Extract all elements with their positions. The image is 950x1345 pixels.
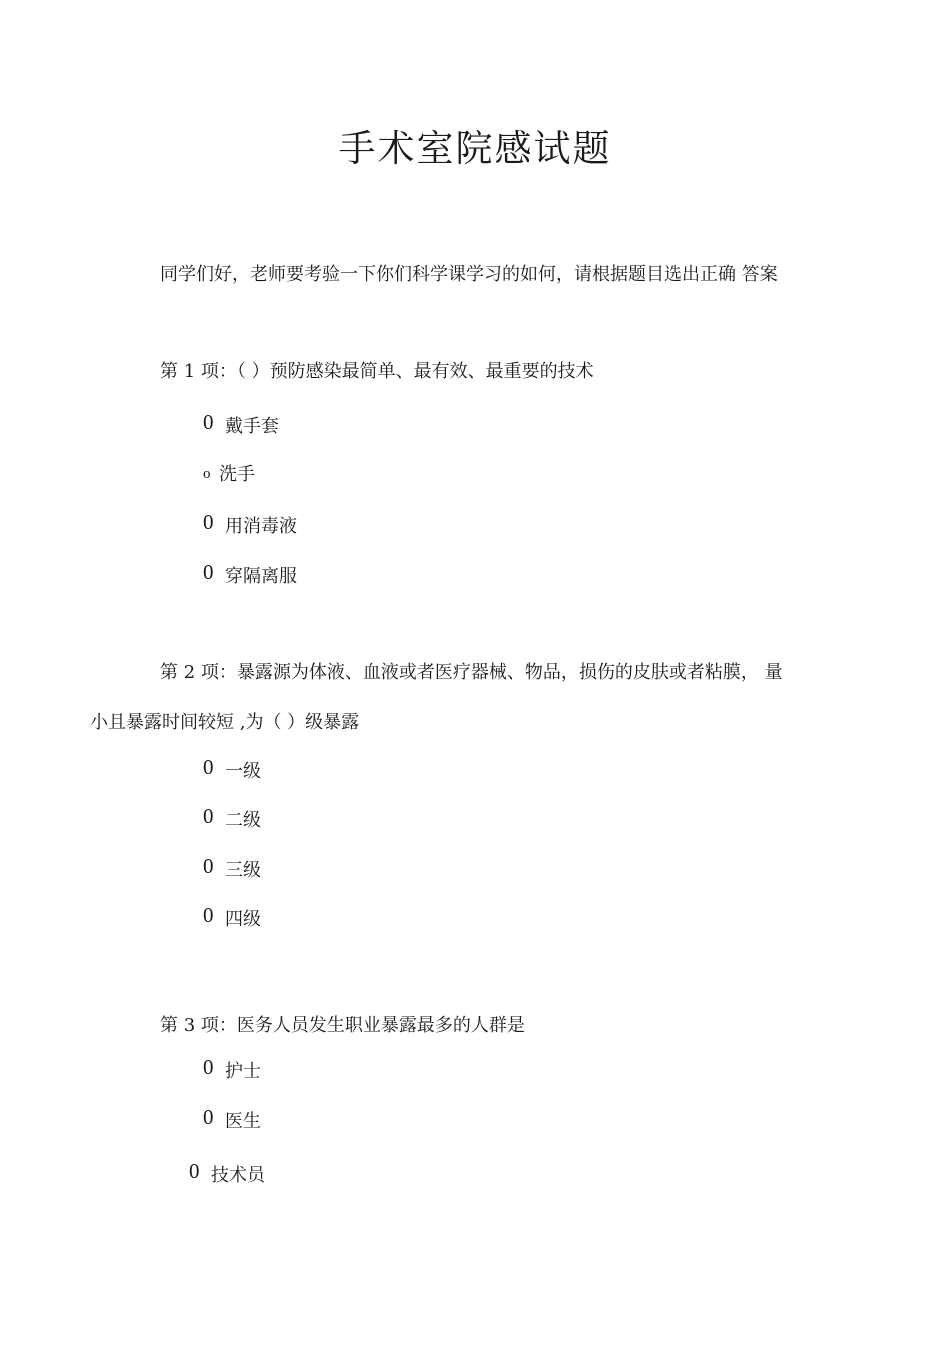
option-label: 二级: [225, 810, 261, 831]
radio-circle-icon: 0: [203, 804, 214, 828]
question-3-option-2[interactable]: [203, 1105, 261, 1133]
option-label: 用消毒液: [225, 516, 297, 537]
question-1-option-2[interactable]: [203, 460, 255, 486]
question-2-text: 第 2 项：暴露源为体液、血液或者医疗器械、物品，损伤的皮肤或者粘膜， 量: [160, 662, 783, 683]
option-label: 医生: [225, 1111, 261, 1132]
question-1-text: 第 1 项：（ ）预防感染最简单、最有效、最重要的技术: [160, 361, 594, 382]
radio-circle-icon: 0: [203, 1055, 214, 1079]
option-label: 技术员: [211, 1165, 265, 1186]
question-3-option-1[interactable]: [203, 1055, 261, 1083]
question-3-text: 第 3 项：医务人员发生职业暴露最多的人群是: [160, 1015, 525, 1036]
option-label: 戴手套: [225, 416, 279, 437]
question-2-option-2[interactable]: [203, 804, 261, 832]
question-1-option-1[interactable]: [203, 410, 279, 438]
radio-circle-icon: o: [203, 466, 211, 482]
question-1-option-3[interactable]: [203, 510, 297, 538]
option-label: 护士: [225, 1061, 261, 1082]
option-label: 三级: [225, 860, 261, 881]
question-2-text-continued: 小且暴露时间较短 ,为（ ）级暴露: [90, 712, 360, 733]
radio-circle-icon: 0: [203, 560, 214, 584]
radio-circle-icon: 0: [203, 854, 214, 878]
option-label: 穿隔离服: [225, 566, 297, 587]
radio-circle-icon: 0: [203, 410, 214, 434]
question-3-option-3[interactable]: [189, 1159, 265, 1187]
question-1-option-4[interactable]: [203, 560, 297, 588]
radio-circle-icon: 0: [203, 755, 214, 779]
question-2-option-1[interactable]: [203, 755, 261, 783]
option-label: 四级: [225, 909, 261, 930]
radio-circle-icon: 0: [203, 903, 214, 927]
option-label: 一级: [225, 761, 261, 782]
radio-circle-icon: 0: [189, 1159, 200, 1183]
radio-circle-icon: 0: [203, 510, 214, 534]
option-label: 洗手: [219, 464, 255, 485]
question-2-option-3[interactable]: [203, 854, 261, 882]
question-2-option-4[interactable]: [203, 903, 261, 931]
page-title: 手术室院感试题: [338, 127, 612, 170]
intro-text: 同学们好，老师要考验一下你们科学课学习的如何，请根据题目选出正确 答案: [160, 264, 778, 285]
radio-circle-icon: 0: [203, 1105, 214, 1129]
